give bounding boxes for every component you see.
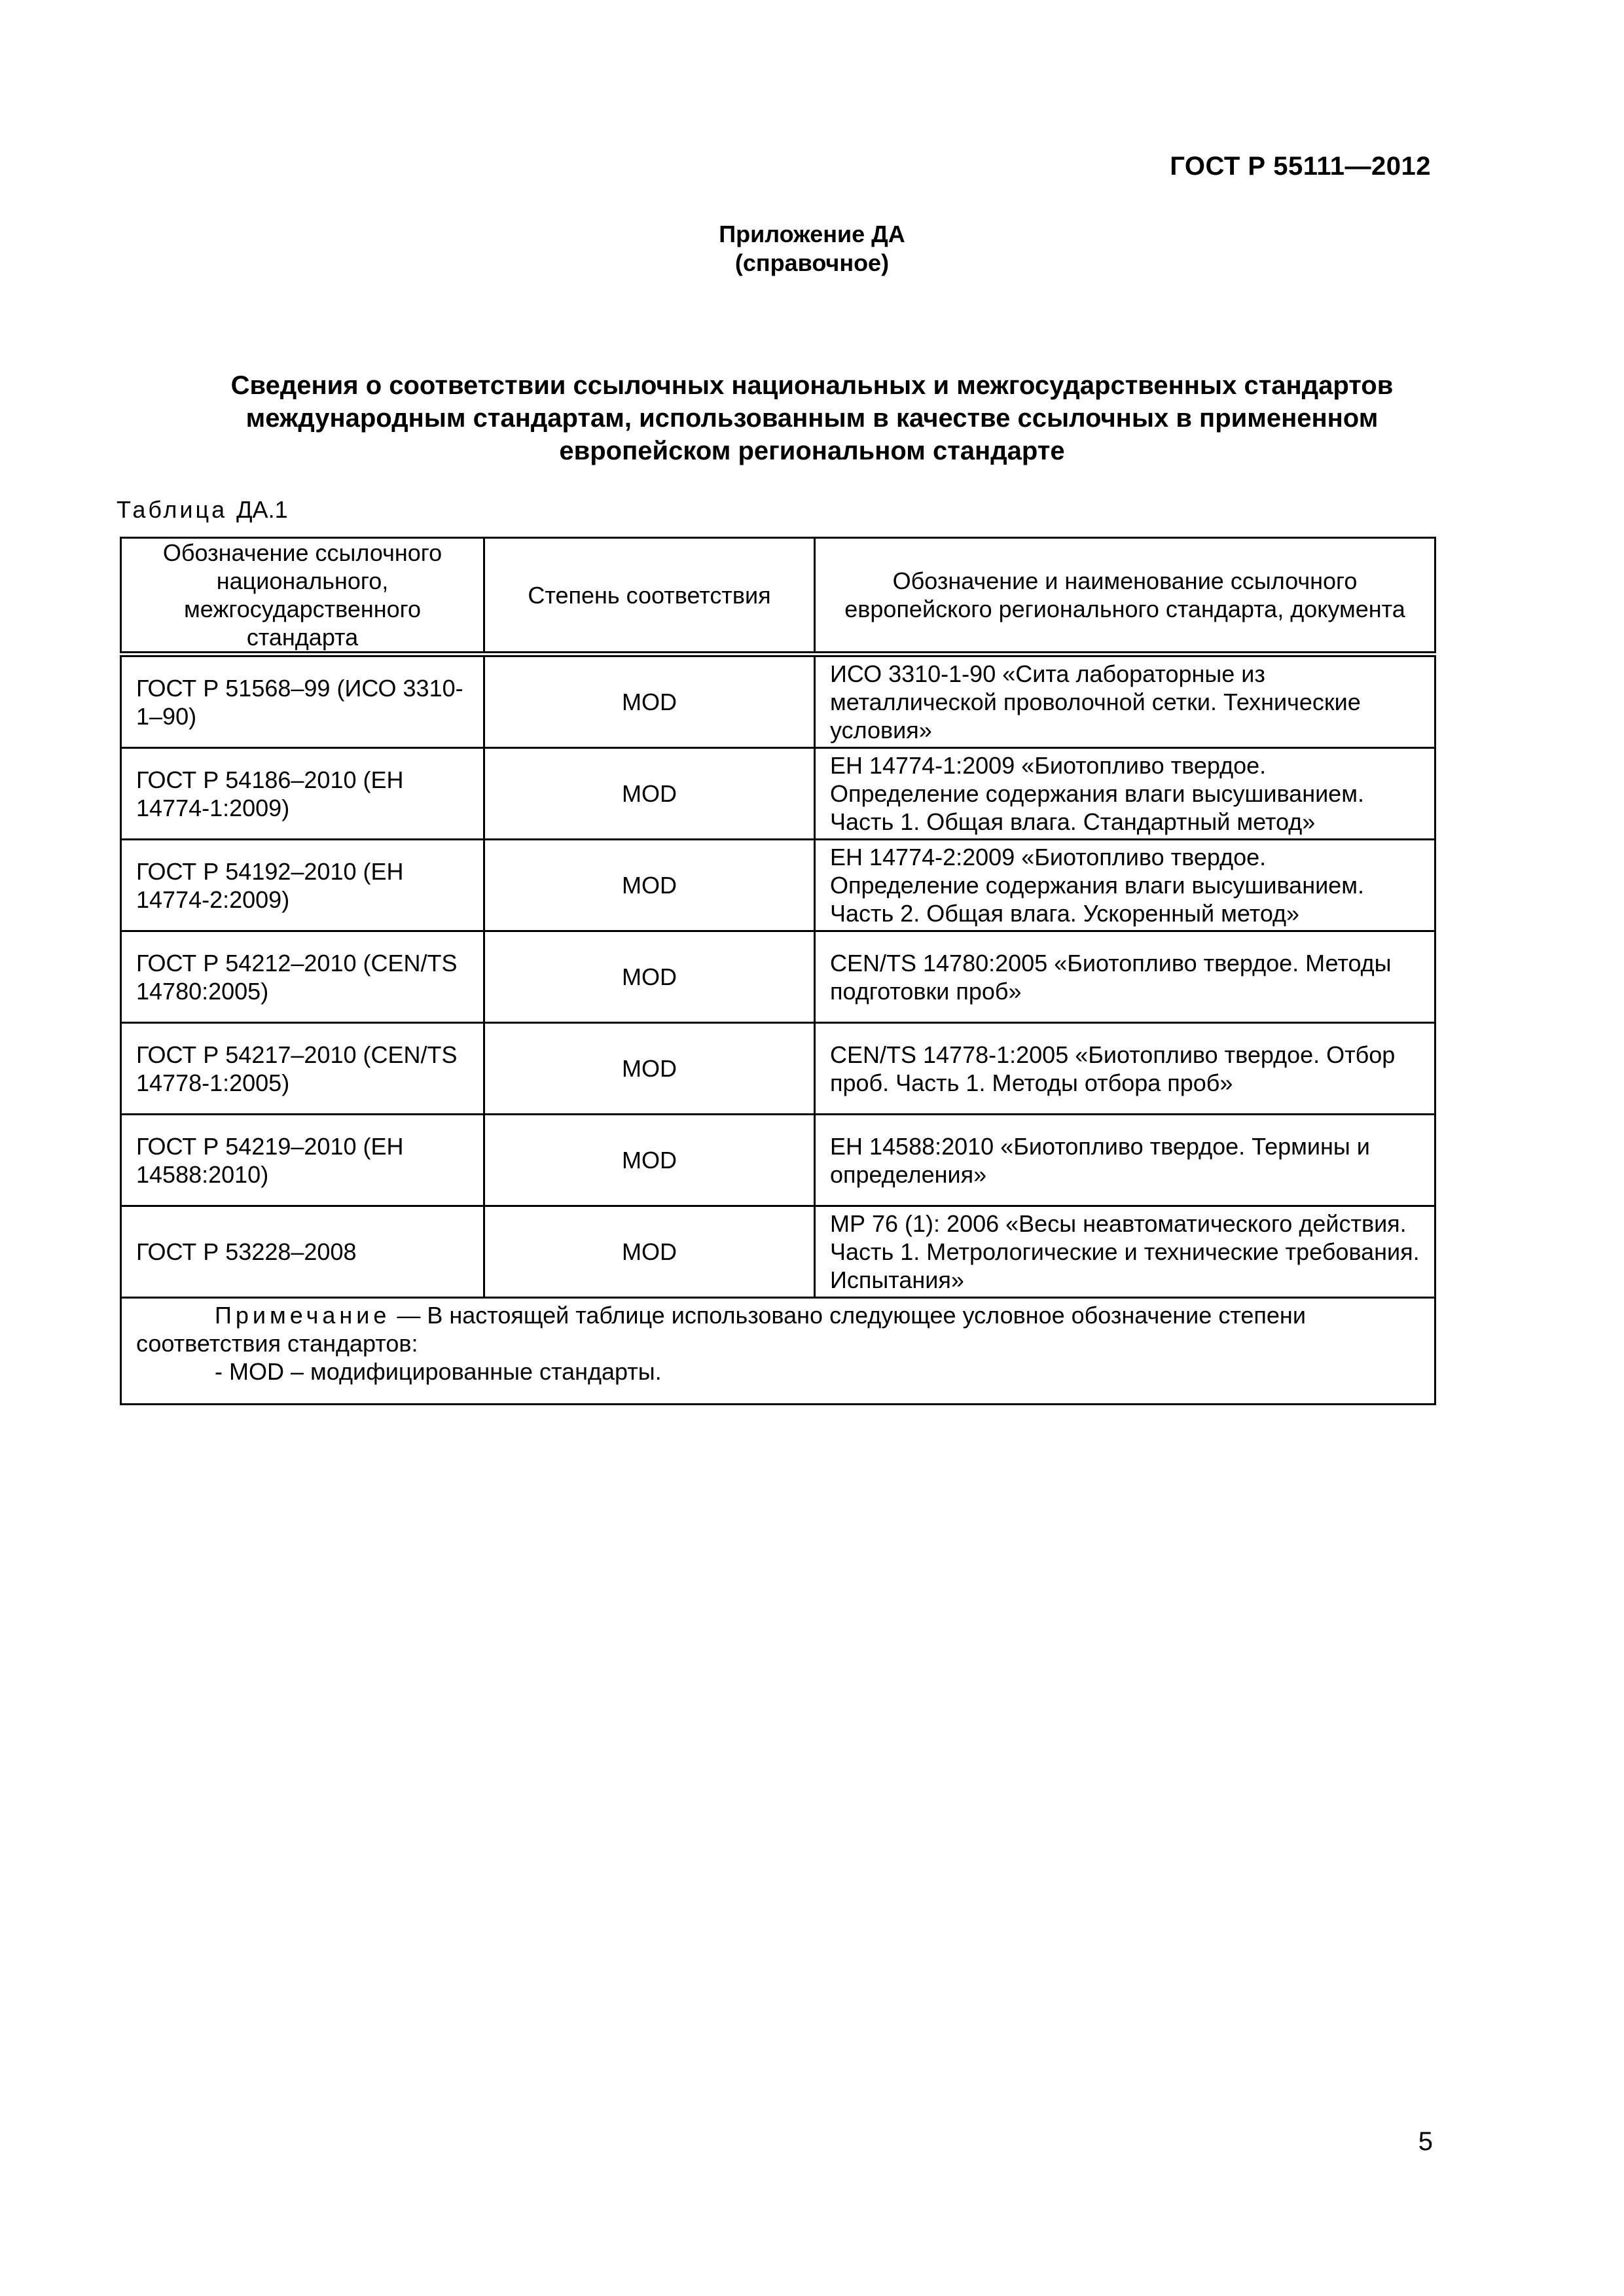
table-header-row bbox=[121, 538, 1435, 655]
european-standard-cell: ЕН 14588:2010 «Биотопливо твердое. Термины и определения» bbox=[815, 1115, 1435, 1206]
degree-cell: MOD bbox=[484, 1023, 815, 1115]
note-text: — В настоящей таблице использовано следующее условное обозначение степени соответствия стандартов: bbox=[136, 1302, 1306, 1357]
national-standard-cell: ГОСТ Р 51568–99 (ИСО 3310-1–90) bbox=[121, 655, 484, 748]
standards-table bbox=[120, 537, 1436, 1405]
table-note bbox=[121, 1298, 1435, 1405]
table-row bbox=[121, 840, 1435, 931]
european-standard-cell: ЕН 14774-1:2009 «Биотопливо твердое. Определение содержания влаги высушиванием. Часть 1. Общая влага. Стандартный метод» bbox=[815, 748, 1435, 840]
heading-line: международным стандартам, использованным в качестве ссылочных в примененном bbox=[245, 404, 1379, 433]
note-title: Примечание bbox=[215, 1302, 391, 1329]
note-list-item: - MOD – модифицированные стандарты. bbox=[215, 1358, 662, 1385]
heading-line: европейском региональном стандарте bbox=[559, 437, 1065, 465]
table-label-number: ДА.1 bbox=[236, 496, 288, 523]
section-heading bbox=[118, 369, 1506, 467]
degree-cell: MOD bbox=[484, 840, 815, 931]
european-standard-cell: ИСО 3310-1-90 «Сита лабораторные из металлической проволочной сетки. Технические условия» bbox=[815, 655, 1435, 748]
national-standard-cell: ГОСТ Р 54217–2010 (CEN/TS 14778-1:2005) bbox=[121, 1023, 484, 1115]
column-header-national: Обозначение ссылочного национального, межгосударственного стандарта bbox=[121, 538, 484, 655]
table-label-word: Таблица bbox=[117, 496, 228, 523]
table-row bbox=[121, 1115, 1435, 1206]
table-row bbox=[121, 655, 1435, 748]
national-standard-cell: ГОСТ Р 54219–2010 (ЕН 14588:2010) bbox=[121, 1115, 484, 1206]
appendix-title-block bbox=[0, 220, 1624, 278]
table-row bbox=[121, 748, 1435, 840]
column-header-degree: Степень соответствия bbox=[484, 538, 815, 655]
column-header-european: Обозначение и наименование ссылочного европейского регионального стандарта, документа bbox=[815, 538, 1435, 655]
national-standard-cell: ГОСТ Р 54186–2010 (ЕН 14774-1:2009) bbox=[121, 748, 484, 840]
european-standard-cell: CEN/TS 14780:2005 «Биотопливо твердое. Методы подготовки проб» bbox=[815, 931, 1435, 1023]
appendix-title: Приложение ДА bbox=[719, 221, 905, 247]
table-row bbox=[121, 931, 1435, 1023]
european-standard-cell: МР 76 (1): 2006 «Весы неавтоматического действия. Часть 1. Метрологические и технические требования. Испытания» bbox=[815, 1206, 1435, 1298]
table-row bbox=[121, 1206, 1435, 1298]
document-code: ГОСТ Р 55111—2012 bbox=[1170, 152, 1431, 181]
table-row bbox=[121, 1023, 1435, 1115]
note-paragraph bbox=[136, 1301, 1420, 1357]
degree-cell: MOD bbox=[484, 655, 815, 748]
degree-cell: MOD bbox=[484, 931, 815, 1023]
european-standard-cell: CEN/TS 14778-1:2005 «Биотопливо твердое. Отбор проб. Часть 1. Методы отбора проб» bbox=[815, 1023, 1435, 1115]
table-note-row bbox=[121, 1298, 1435, 1405]
european-standard-cell: ЕН 14774-2:2009 «Биотопливо твердое. Определение содержания влаги высушиванием. Часть 2. Общая влага. Ускоренный метод» bbox=[815, 840, 1435, 931]
national-standard-cell: ГОСТ Р 54192–2010 (ЕН 14774-2:2009) bbox=[121, 840, 484, 931]
page-number: 5 bbox=[1418, 2127, 1433, 2156]
degree-cell: MOD bbox=[484, 1115, 815, 1206]
table-label bbox=[117, 496, 288, 524]
heading-line: Сведения о соответствии ссылочных национальных и межгосударственных стандартов bbox=[230, 371, 1394, 400]
degree-cell: MOD bbox=[484, 1206, 815, 1298]
degree-cell: MOD bbox=[484, 748, 815, 840]
appendix-subtitle: (справочное) bbox=[734, 249, 890, 276]
national-standard-cell: ГОСТ Р 53228–2008 bbox=[121, 1206, 484, 1298]
national-standard-cell: ГОСТ Р 54212–2010 (CEN/TS 14780:2005) bbox=[121, 931, 484, 1023]
